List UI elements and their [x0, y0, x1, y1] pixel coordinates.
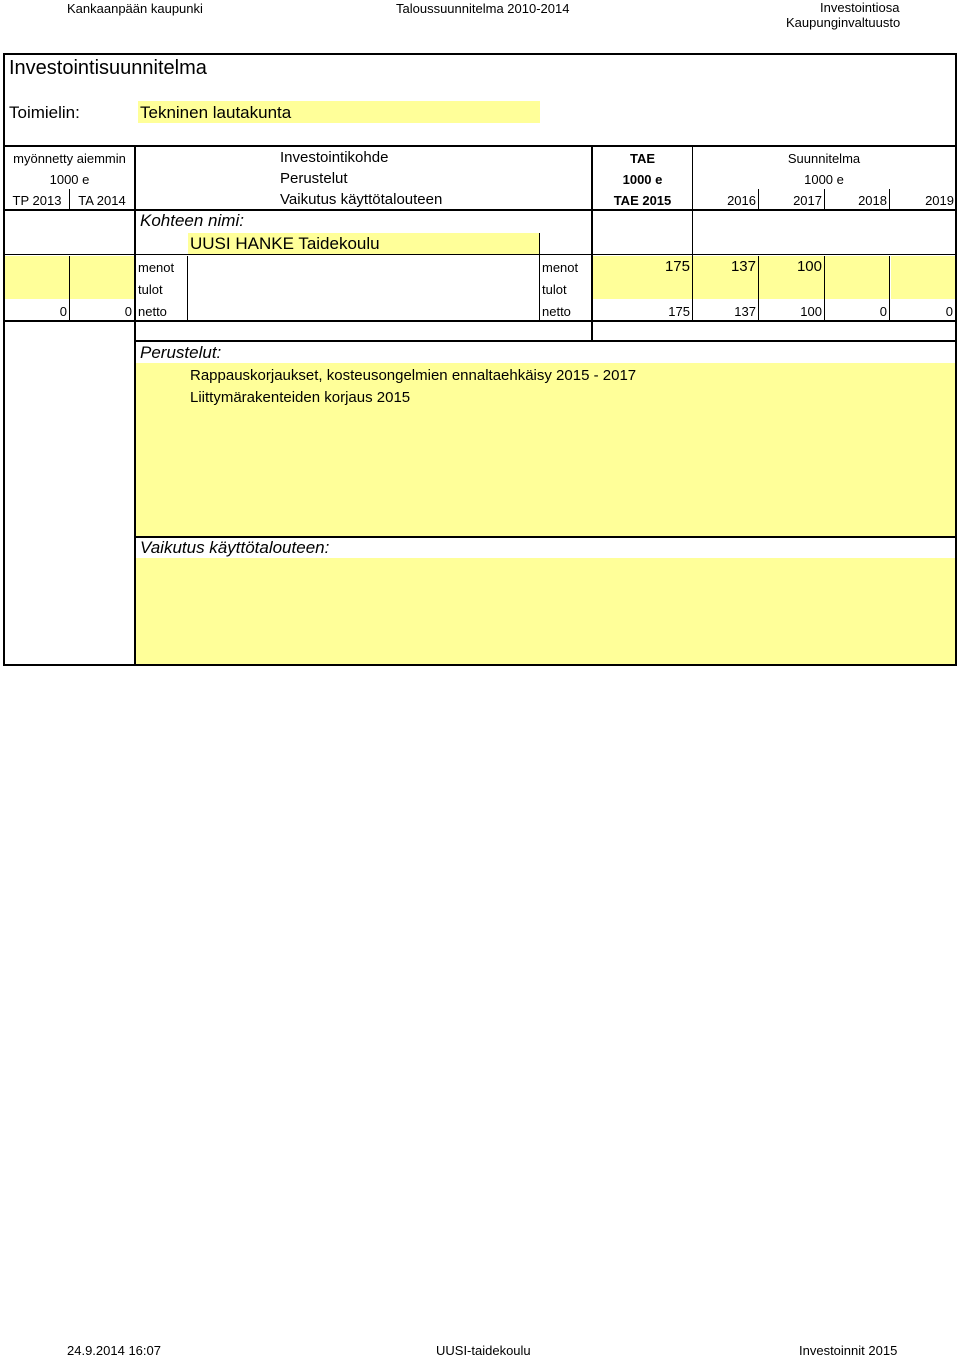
perustelut-top-line — [135, 340, 955, 342]
col-ta: TA 2014 — [78, 193, 126, 208]
perustelut-line-1[interactable]: Rappauskorjaukset, kosteusongelmien ennaltaehkäisy 2015 - 2017 — [190, 367, 637, 384]
menot-2016[interactable]: 137 — [730, 258, 756, 275]
perustelut-label: Perustelut: — [140, 343, 222, 362]
toimielin-value[interactable]: Tekninen lautakunta — [140, 103, 292, 122]
netto-2018: 0 — [879, 304, 887, 319]
netto-ta: 0 — [124, 304, 132, 319]
form-title: Investointisuunnitelma — [9, 57, 207, 79]
col-year-2017: 2017 — [793, 193, 822, 208]
frame-top — [3, 53, 957, 55]
header-organization: Kankaanpään kaupunki — [67, 1, 203, 16]
col-tae-2015: TAE 2015 — [613, 193, 672, 208]
col-sep-left — [134, 147, 136, 666]
header-separator — [5, 145, 955, 147]
history-input-fill — [5, 256, 135, 299]
header-document-title: Taloussuunnitelma 2010-2014 — [396, 1, 570, 16]
netto-label-right: netto — [542, 304, 571, 319]
col-tae-unit: 1000 e — [622, 172, 663, 187]
col-vaikutus: Vaikutus käyttötalouteen — [280, 191, 443, 208]
menot-label: menot — [138, 260, 175, 275]
frame-bottom — [3, 664, 957, 666]
frame-right — [955, 53, 957, 666]
netto-2017: 100 — [800, 304, 822, 319]
col-tp: TP 2013 — [12, 193, 62, 208]
menot-2017[interactable]: 100 — [796, 258, 822, 275]
vaikutus-fill — [136, 558, 955, 664]
netto-label: netto — [138, 304, 167, 319]
col-tae: TAE — [629, 151, 656, 166]
plan-input-fill-2019 — [891, 256, 955, 299]
toimielin-label: Toimielin: — [9, 103, 80, 122]
netto-2019: 0 — [945, 304, 953, 319]
footer-section: Investoinnit 2015 — [799, 1343, 898, 1358]
header-body: Kaupunginvaltuusto — [786, 15, 901, 30]
col-year-2018: 2018 — [858, 193, 887, 208]
vaikutus-label: Vaikutus käyttötalouteen: — [140, 538, 330, 557]
item-name[interactable]: UUSI HANKE Taidekoulu — [190, 234, 380, 253]
footer-sheet: UUSI-taidekoulu — [436, 1343, 531, 1358]
kohteen-nimi-label: Kohteen nimi: — [140, 211, 244, 230]
col-suunnitelma: Suunnitelma — [787, 151, 861, 166]
col-myonnetty: myönnetty aiemmin — [13, 151, 126, 166]
rows-top-line — [5, 254, 955, 255]
netto-tae: 175 — [668, 304, 690, 319]
netto-2016: 137 — [734, 304, 756, 319]
perustelut-line-2[interactable]: Liittymärakenteiden korjaus 2015 — [190, 389, 411, 406]
col-investointikohde: Investointikohde — [280, 149, 389, 166]
label-sep-left — [187, 256, 188, 320]
col-unit-left: 1000 e — [49, 172, 90, 187]
label-sep-right — [539, 233, 540, 320]
col-suunnitelma-unit: 1000 e — [804, 172, 844, 187]
header-section: Investointiosa — [820, 0, 900, 15]
col-year-2016: 2016 — [727, 193, 756, 208]
footer-datetime: 24.9.2014 16:07 — [67, 1343, 161, 1358]
menot-tae[interactable]: 175 — [664, 258, 690, 275]
col-perustelut: Perustelut — [280, 170, 348, 187]
menot-label-right: menot — [542, 260, 579, 275]
netto-separator — [5, 320, 955, 322]
netto-tp: 0 — [59, 304, 67, 319]
col-year-2019: 2019 — [925, 193, 954, 208]
tulot-label-right: tulot — [542, 282, 567, 297]
tulot-label: tulot — [138, 282, 163, 297]
